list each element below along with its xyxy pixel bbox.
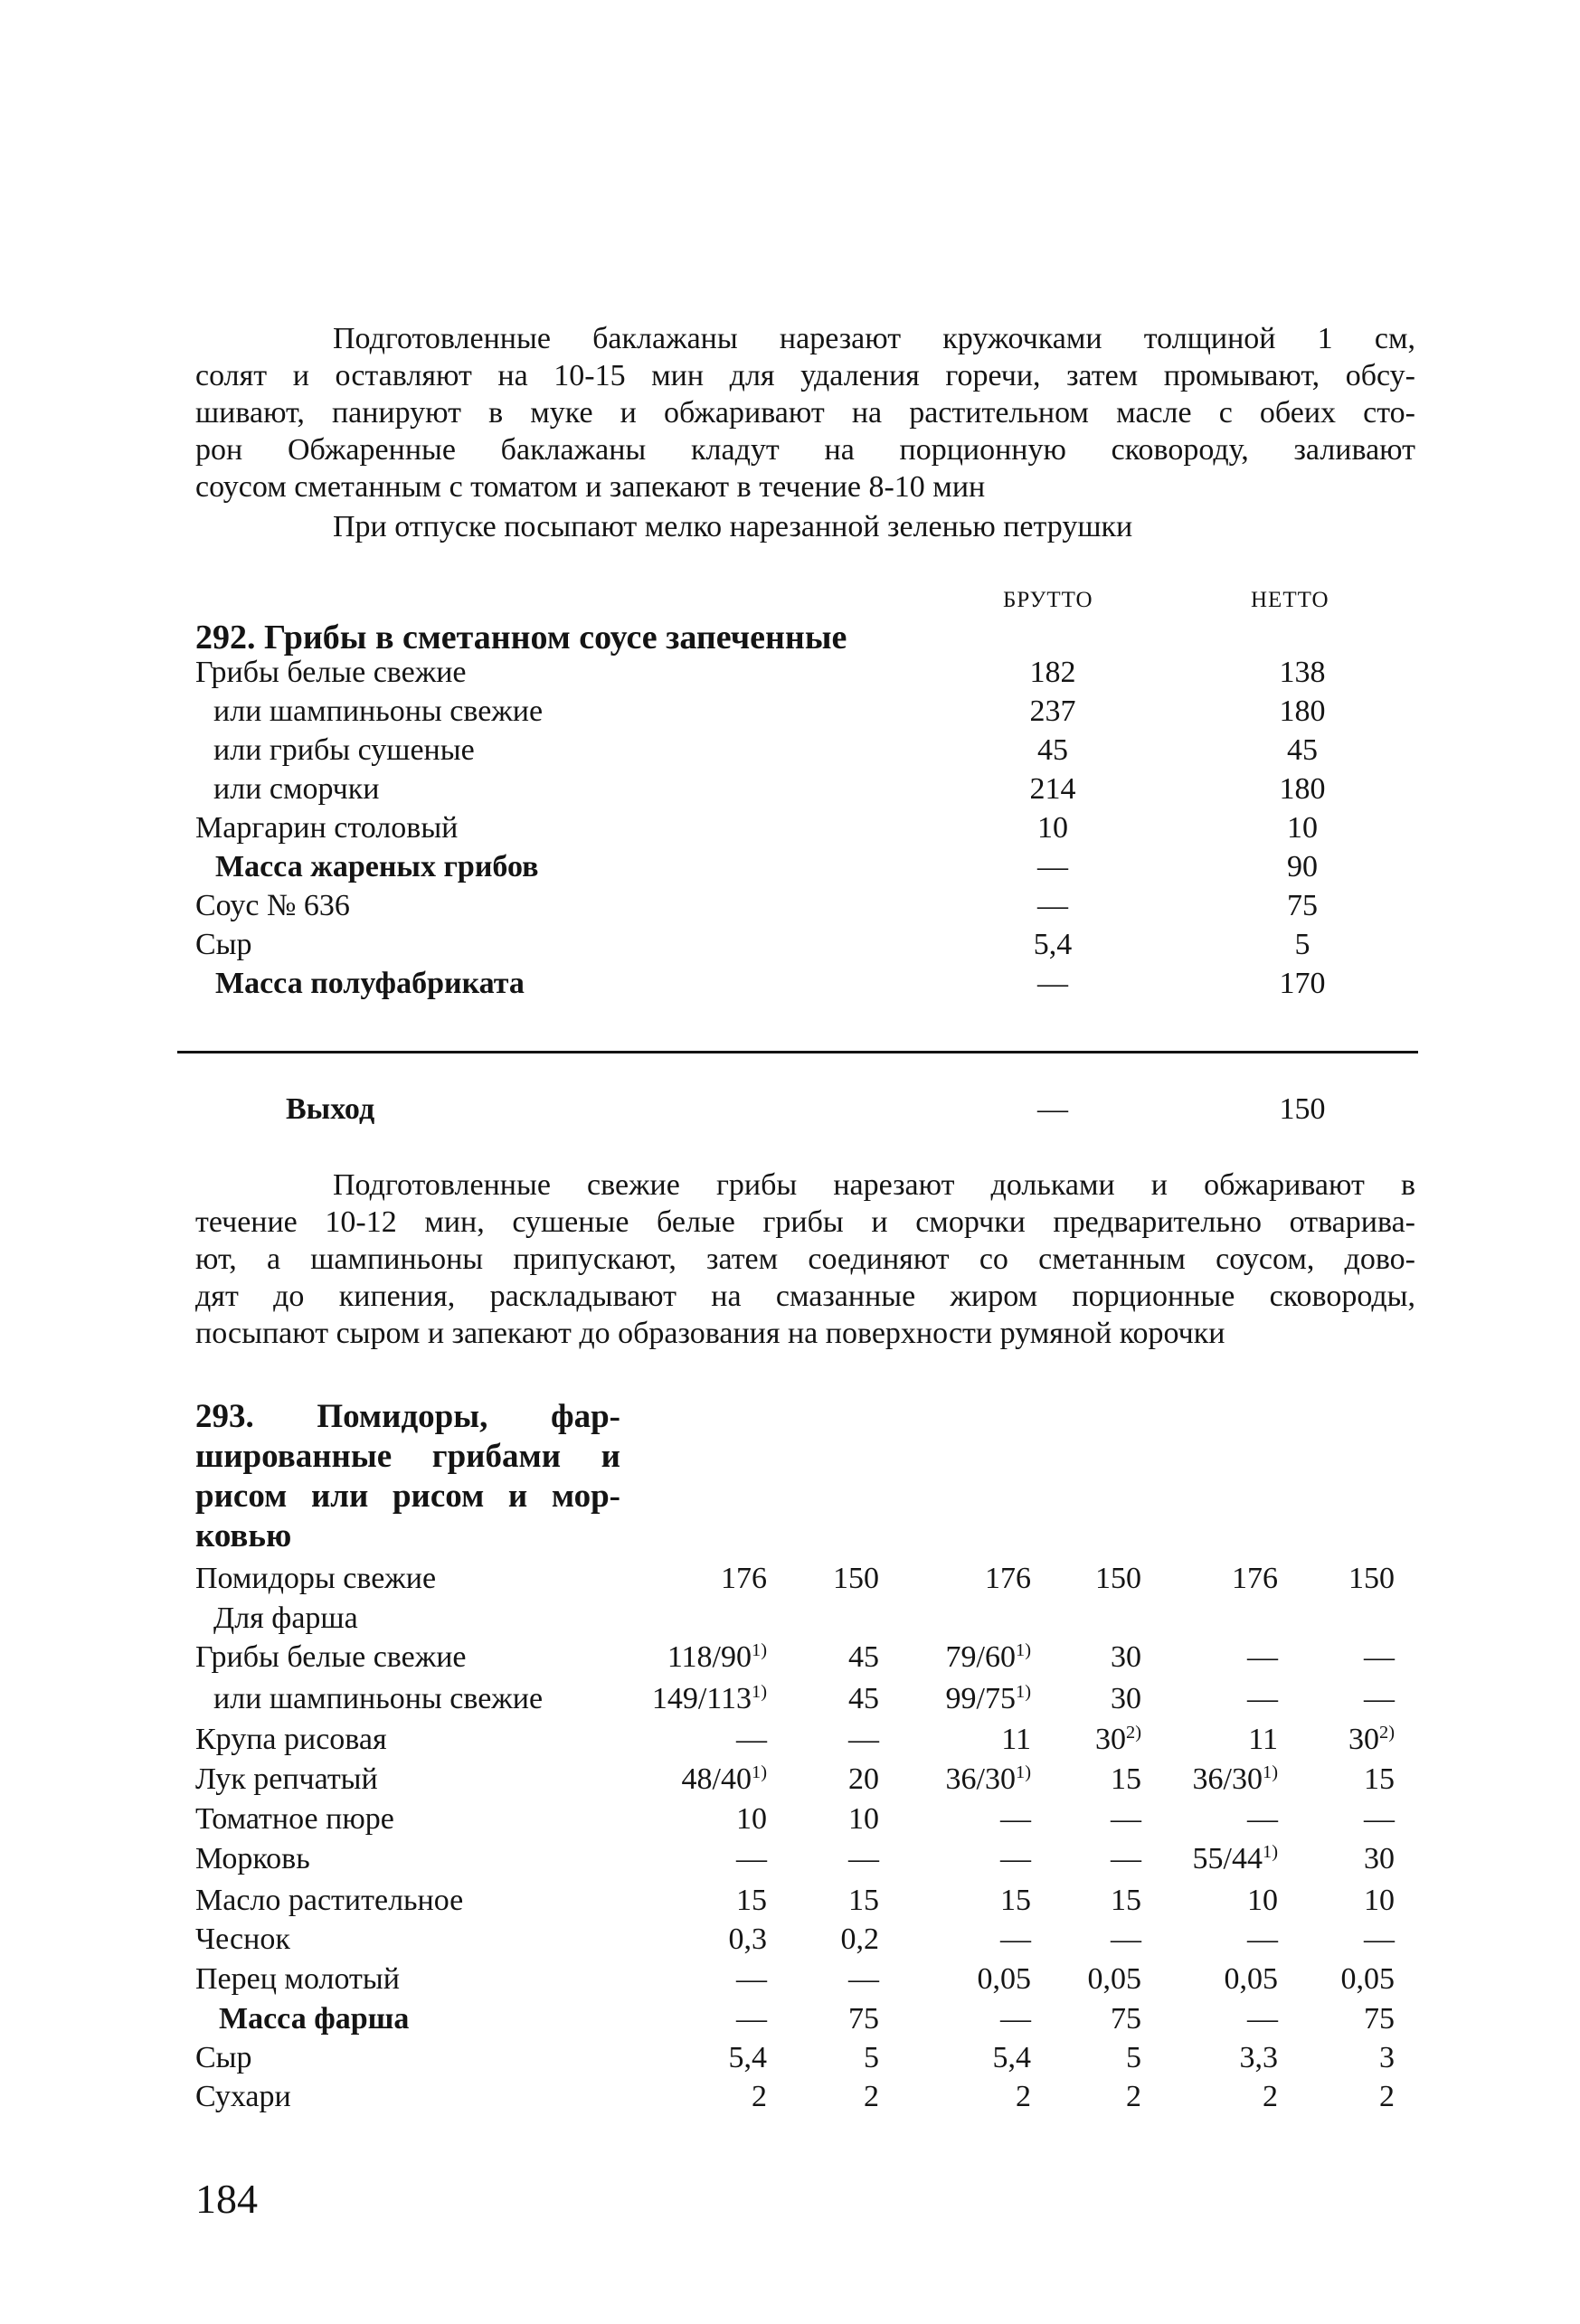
intro-line-5: соусом сметанным с томатом и запекают в течение 8-10 мин bbox=[195, 470, 986, 504]
cell-value bbox=[848, 1999, 879, 2039]
cell-text: — bbox=[1247, 2002, 1278, 2036]
cell-value bbox=[1193, 1839, 1278, 1879]
ingredient-label: Морковь bbox=[195, 1842, 310, 1875]
cell-value bbox=[1225, 1960, 1279, 1999]
cell-text: — bbox=[848, 1962, 879, 1996]
cell-text: 15 bbox=[848, 1884, 879, 1917]
cell-value bbox=[1001, 1720, 1031, 1760]
cell-text: — bbox=[1111, 1802, 1141, 1836]
page-number: 184 bbox=[195, 2176, 258, 2222]
cell-value bbox=[1111, 1839, 1141, 1879]
cell-value bbox=[978, 1960, 1032, 1999]
cell-value bbox=[1364, 1800, 1395, 1839]
cell-text: — bbox=[736, 2002, 767, 2036]
cell-text: 79/60 bbox=[945, 1640, 1016, 1674]
cell-value bbox=[1000, 1920, 1031, 1960]
cell-value bbox=[1364, 1839, 1395, 1879]
table-row bbox=[195, 2038, 1443, 2078]
footnote-mark: 1) bbox=[1016, 1762, 1031, 1782]
ingredient-label: или грибы сушеные bbox=[213, 733, 475, 767]
cell-text: 0,2 bbox=[840, 1922, 879, 1956]
cell-value bbox=[1095, 1559, 1141, 1599]
cell-text: 15 bbox=[1364, 1762, 1395, 1796]
cell-value bbox=[1016, 2077, 1031, 2117]
cell-text: 2 bbox=[1016, 2080, 1031, 2113]
footnote-mark: 1) bbox=[752, 1762, 767, 1782]
description-line: посыпают сыром и запекают до образования на поверхности румяной корочки bbox=[195, 1317, 1225, 1350]
cell-text: 11 bbox=[1248, 1723, 1278, 1756]
table-row bbox=[195, 1920, 1443, 1960]
output-brutto: — bbox=[1037, 1092, 1068, 1126]
intro-paragraph bbox=[195, 320, 1415, 505]
title-line: 293. Помидоры, фар- bbox=[195, 1398, 620, 1435]
cell-text: 2 bbox=[1263, 2080, 1278, 2113]
footnote-mark: 1) bbox=[1263, 1762, 1278, 1782]
intro-note: При отпуске посыпают мелко нарезанной зеленью петрушки bbox=[333, 510, 1133, 543]
cell-text: 20 bbox=[848, 1762, 879, 1796]
cell-text: 48/40 bbox=[681, 1762, 752, 1796]
description-line: течение 10-12 мин, сушеные белые грибы и сморчки предварительно отварива- bbox=[195, 1205, 1415, 1239]
cell-text: — bbox=[736, 1962, 767, 1996]
cell-text: 5 bbox=[864, 2041, 879, 2074]
cell-value bbox=[1341, 1960, 1396, 1999]
cell-value bbox=[1247, 1679, 1278, 1719]
cell-text: — bbox=[1111, 1922, 1141, 1956]
cell-value bbox=[1111, 1679, 1141, 1719]
cell-value bbox=[1247, 1638, 1278, 1677]
cell-text: 150 bbox=[1348, 1562, 1395, 1595]
cell-text: 2 bbox=[752, 2080, 767, 2113]
cell-value bbox=[729, 1920, 768, 1960]
cell-value bbox=[1095, 1720, 1141, 1760]
table-row bbox=[195, 925, 1371, 964]
intro-line-4: рон Обжаренные баклажаны кладут на порционную сковороду, заливают bbox=[195, 433, 1415, 467]
cell-value bbox=[1000, 1999, 1031, 2039]
cell-value bbox=[1247, 1999, 1278, 2039]
cell-value bbox=[652, 1679, 767, 1719]
ingredient-label: или сморчки bbox=[213, 772, 380, 806]
cell-text: 45 bbox=[848, 1682, 879, 1715]
cell-value bbox=[848, 1839, 879, 1879]
cell-text: 2 bbox=[1126, 2080, 1141, 2113]
cell-text: 75 bbox=[848, 2002, 879, 2036]
cell-value bbox=[1126, 2038, 1141, 2078]
cell-text: 176 bbox=[721, 1562, 767, 1595]
netto-value: 180 bbox=[1279, 772, 1326, 806]
cell-value bbox=[864, 2038, 879, 2078]
cell-value bbox=[1364, 1638, 1395, 1677]
ingredient-label: Сыр bbox=[195, 2041, 252, 2074]
cell-text: — bbox=[736, 1842, 767, 1875]
ingredient-label: Грибы белые свежие bbox=[195, 1640, 467, 1674]
cell-value bbox=[667, 1638, 767, 1677]
ingredient-label: Соус № 636 bbox=[195, 889, 350, 922]
recipe-292-description bbox=[195, 1167, 1415, 1352]
cell-text: 30 bbox=[1364, 1842, 1395, 1875]
cell-text: 150 bbox=[1095, 1562, 1141, 1595]
cell-value bbox=[848, 1800, 879, 1839]
cell-text: — bbox=[1364, 1682, 1395, 1715]
cell-value bbox=[1247, 1920, 1278, 1960]
cell-text: 0,3 bbox=[728, 1922, 767, 1956]
description-line: Подготовленные свежие грибы нарезают дольками и обжаривают в bbox=[333, 1168, 1415, 1202]
ingredient-label: Маргарин столовый bbox=[195, 811, 459, 845]
cell-value bbox=[841, 1920, 880, 1960]
table-row bbox=[195, 1960, 1443, 1999]
ingredient-label: Сухари bbox=[195, 2080, 291, 2113]
cell-value bbox=[848, 1638, 879, 1677]
cell-value bbox=[1111, 1760, 1141, 1800]
table-row bbox=[195, 1599, 1443, 1639]
netto-value: 10 bbox=[1287, 811, 1318, 845]
subtotal-label: Масса фарша bbox=[219, 2002, 410, 2036]
cell-text: — bbox=[736, 1723, 767, 1756]
cell-value bbox=[1348, 1720, 1395, 1760]
table-row bbox=[195, 1559, 1443, 1599]
ingredient-label: Чеснок bbox=[195, 1922, 290, 1956]
table-row bbox=[195, 1720, 1443, 1760]
cell-text: — bbox=[1111, 1842, 1141, 1875]
footnote-mark: 2) bbox=[1126, 1722, 1141, 1743]
cell-value bbox=[736, 1881, 767, 1921]
cell-value bbox=[946, 1679, 1031, 1719]
table-row bbox=[195, 1881, 1443, 1921]
ingredient-label: Сыр bbox=[195, 928, 252, 961]
title-line: шированные грибами и bbox=[195, 1438, 620, 1475]
netto-value: 45 bbox=[1287, 733, 1318, 767]
cell-value bbox=[1364, 1760, 1395, 1800]
cell-value bbox=[736, 1720, 767, 1760]
cell-text: 176 bbox=[985, 1562, 1031, 1595]
cell-value bbox=[1364, 1679, 1395, 1719]
recipe-293-title bbox=[195, 1397, 620, 1556]
cell-value bbox=[848, 1960, 879, 1999]
table-row bbox=[195, 964, 1371, 1003]
cell-value bbox=[1000, 1800, 1031, 1839]
table-row bbox=[195, 1999, 1443, 2039]
cell-text: 30 bbox=[1348, 1723, 1379, 1756]
cell-text: 5,4 bbox=[992, 2041, 1031, 2074]
cell-text: — bbox=[1247, 1640, 1278, 1674]
cell-text: 150 bbox=[833, 1562, 879, 1595]
ingredient-label: Перец молотый bbox=[195, 1962, 400, 1996]
ingredient-label: Помидоры свежие bbox=[195, 1562, 437, 1595]
table-row bbox=[195, 1839, 1443, 1879]
cell-text: 118/90 bbox=[667, 1640, 752, 1674]
cell-text: — bbox=[1000, 1842, 1031, 1875]
subtotal-label: Масса жареных грибов bbox=[215, 850, 539, 883]
cell-value bbox=[736, 1960, 767, 1999]
table-row bbox=[195, 1638, 1443, 1677]
netto-value: 180 bbox=[1279, 694, 1326, 728]
ingredient-label: Лук репчатый bbox=[195, 1762, 378, 1796]
brutto-value: — bbox=[1037, 889, 1068, 922]
cell-text: 3,3 bbox=[1239, 2041, 1278, 2074]
ingredient-label: или шампиньоны свежие bbox=[213, 1682, 544, 1715]
cell-value bbox=[752, 2077, 767, 2117]
table-row bbox=[195, 731, 1371, 770]
ingredient-label: Для фарша bbox=[213, 1601, 358, 1635]
cell-value bbox=[848, 1679, 879, 1719]
cell-text: 75 bbox=[1364, 2002, 1395, 2036]
ingredient-label: или шампиньоны свежие bbox=[213, 694, 544, 728]
cell-value bbox=[1088, 1960, 1142, 1999]
cell-value bbox=[1126, 2077, 1141, 2117]
cell-value bbox=[864, 2077, 879, 2117]
footnote-mark: 1) bbox=[1016, 1639, 1031, 1660]
column-header-brutto: БРУТТО bbox=[1003, 588, 1093, 612]
footnote-mark: 1) bbox=[1016, 1681, 1031, 1702]
netto-value: 5 bbox=[1294, 928, 1310, 961]
cell-text: — bbox=[1000, 1922, 1031, 1956]
description-line: ют, а шампиньоны припускают, затем соединяют со сметанным соусом, дово- bbox=[195, 1242, 1415, 1276]
netto-value: 138 bbox=[1279, 656, 1326, 689]
cell-text: 176 bbox=[1232, 1562, 1278, 1595]
cell-text: — bbox=[1364, 1922, 1395, 1956]
cell-value bbox=[1248, 1720, 1278, 1760]
cell-text: 10 bbox=[1364, 1884, 1395, 1917]
cell-text: — bbox=[1364, 1640, 1395, 1674]
netto-value: 90 bbox=[1287, 850, 1318, 883]
table-row bbox=[195, 1760, 1443, 1800]
cell-value bbox=[848, 1881, 879, 1921]
cell-text: 30 bbox=[1111, 1682, 1141, 1715]
cell-value bbox=[1232, 1559, 1278, 1599]
cell-value bbox=[1111, 1638, 1141, 1677]
netto-value: 75 bbox=[1287, 889, 1318, 922]
table-row bbox=[195, 808, 1371, 847]
subtotal-label: Масса полуфабриката bbox=[215, 967, 525, 1000]
recipe-292-title: 292. Грибы в сметанном соусе запеченные bbox=[195, 619, 847, 657]
cell-value bbox=[848, 1760, 879, 1800]
cell-text: 5 bbox=[1126, 2041, 1141, 2074]
cell-value bbox=[1111, 1999, 1141, 2039]
cell-value bbox=[1111, 1881, 1141, 1921]
output-netto: 150 bbox=[1279, 1092, 1326, 1126]
cell-value bbox=[1364, 1881, 1395, 1921]
cell-value bbox=[1379, 2038, 1395, 2078]
cell-text: 75 bbox=[1111, 2002, 1141, 2036]
brutto-value: 10 bbox=[1037, 811, 1068, 845]
cell-text: 3 bbox=[1379, 2041, 1395, 2074]
cell-text: 36/30 bbox=[945, 1762, 1016, 1796]
cell-text: 0,05 bbox=[1087, 1962, 1141, 1996]
cell-value bbox=[1240, 2038, 1279, 2078]
cell-text: 0,05 bbox=[1224, 1962, 1278, 1996]
table-row bbox=[195, 1800, 1443, 1839]
cell-text: 30 bbox=[1111, 1640, 1141, 1674]
intro-line-1: Подготовленные баклажаны нарезают кружочками толщиной 1 см, bbox=[333, 322, 1415, 355]
cell-value bbox=[721, 1559, 767, 1599]
cell-text: — bbox=[1247, 1922, 1278, 1956]
ingredient-label: Крупа рисовая bbox=[195, 1723, 387, 1756]
table-row bbox=[195, 653, 1371, 692]
cell-value bbox=[1247, 1881, 1278, 1921]
cell-text: — bbox=[1000, 2002, 1031, 2036]
cell-text: — bbox=[1247, 1682, 1278, 1715]
footnote-mark: 1) bbox=[752, 1681, 767, 1702]
brutto-value: 237 bbox=[1029, 694, 1076, 728]
intro-line-3: шивают, панируют в муке и обжаривают на растительном масле с обеих сто- bbox=[195, 396, 1415, 430]
title-line: ковью bbox=[195, 1517, 292, 1554]
cell-value bbox=[1247, 1800, 1278, 1839]
cell-value bbox=[736, 1999, 767, 2039]
brutto-value: 214 bbox=[1029, 772, 1076, 806]
table-row bbox=[195, 886, 1371, 925]
cell-value bbox=[848, 1720, 879, 1760]
cell-text: — bbox=[1247, 1802, 1278, 1836]
cell-value bbox=[682, 1760, 767, 1800]
title-line: рисом или рисом и мор- bbox=[195, 1478, 620, 1515]
output-label: Выход bbox=[286, 1092, 375, 1126]
cell-value bbox=[1111, 1800, 1141, 1839]
footnote-mark: 1) bbox=[1263, 1841, 1278, 1862]
cell-value bbox=[1111, 1920, 1141, 1960]
cell-text: 99/75 bbox=[945, 1682, 1016, 1715]
cell-text: — bbox=[848, 1723, 879, 1756]
cell-value bbox=[1263, 2077, 1278, 2117]
cell-value bbox=[1348, 1559, 1395, 1599]
cell-text: — bbox=[1000, 1802, 1031, 1836]
cell-text: 15 bbox=[736, 1884, 767, 1917]
cell-text: — bbox=[848, 1842, 879, 1875]
cell-text: 30 bbox=[1095, 1723, 1126, 1756]
cell-text: 0,05 bbox=[977, 1962, 1031, 1996]
cell-text: 10 bbox=[1247, 1884, 1278, 1917]
cell-value bbox=[736, 1800, 767, 1839]
footnote-mark: 2) bbox=[1379, 1722, 1395, 1743]
brutto-value: 182 bbox=[1029, 656, 1076, 689]
cell-text: 2 bbox=[1379, 2080, 1395, 2113]
cell-text: 36/30 bbox=[1192, 1762, 1263, 1796]
cell-value bbox=[1364, 1999, 1395, 2039]
cell-text: 45 bbox=[848, 1640, 879, 1674]
cell-value bbox=[736, 1839, 767, 1879]
table-row bbox=[195, 770, 1371, 808]
brutto-value: 45 bbox=[1037, 733, 1068, 767]
ingredient-label: Грибы белые свежие bbox=[195, 656, 467, 689]
cell-value bbox=[993, 2038, 1032, 2078]
cell-text: 15 bbox=[1000, 1884, 1031, 1917]
intro-line-2: солят и оставляют на 10-15 мин для удаления горечи, затем промывают, обсу- bbox=[195, 359, 1415, 392]
cell-value bbox=[833, 1559, 879, 1599]
output-row bbox=[195, 1090, 1371, 1129]
table-row bbox=[195, 692, 1371, 731]
brutto-value: 5,4 bbox=[1033, 928, 1073, 961]
cell-value bbox=[946, 1760, 1031, 1800]
netto-value: 170 bbox=[1279, 967, 1326, 1000]
cell-value bbox=[1000, 1839, 1031, 1879]
brutto-value: — bbox=[1037, 850, 1068, 883]
cell-value bbox=[946, 1638, 1031, 1677]
cell-text: 0,05 bbox=[1340, 1962, 1395, 1996]
ingredient-label: Масло растительное bbox=[195, 1884, 464, 1917]
cell-text: 5,4 bbox=[728, 2041, 767, 2074]
cell-text: 55/44 bbox=[1192, 1842, 1263, 1875]
cell-text: 149/113 bbox=[651, 1682, 752, 1715]
cell-text: 15 bbox=[1111, 1884, 1141, 1917]
cell-text: 11 bbox=[1001, 1723, 1031, 1756]
table-row bbox=[195, 2077, 1443, 2117]
description-line: дят до кипения, раскладывают на смазанные жиром порционные сковороды, bbox=[195, 1280, 1415, 1313]
ingredient-label: Томатное пюре bbox=[195, 1802, 394, 1836]
brutto-value: — bbox=[1037, 967, 1068, 1000]
cell-value bbox=[985, 1559, 1031, 1599]
table-row bbox=[195, 1679, 1443, 1719]
cell-value bbox=[1379, 2077, 1395, 2117]
cell-text: 10 bbox=[848, 1802, 879, 1836]
footnote-mark: 1) bbox=[752, 1639, 767, 1660]
cell-text: 15 bbox=[1111, 1762, 1141, 1796]
cell-value bbox=[729, 2038, 768, 2078]
cell-text: 10 bbox=[736, 1802, 767, 1836]
column-header-netto: НЕТТО bbox=[1251, 588, 1329, 612]
table-row bbox=[195, 847, 1371, 886]
section-divider bbox=[177, 1051, 1418, 1053]
cell-text: 2 bbox=[864, 2080, 879, 2113]
cell-value bbox=[1000, 1881, 1031, 1921]
cell-value bbox=[1364, 1920, 1395, 1960]
cell-text: — bbox=[1364, 1802, 1395, 1836]
cell-value bbox=[1193, 1760, 1278, 1800]
